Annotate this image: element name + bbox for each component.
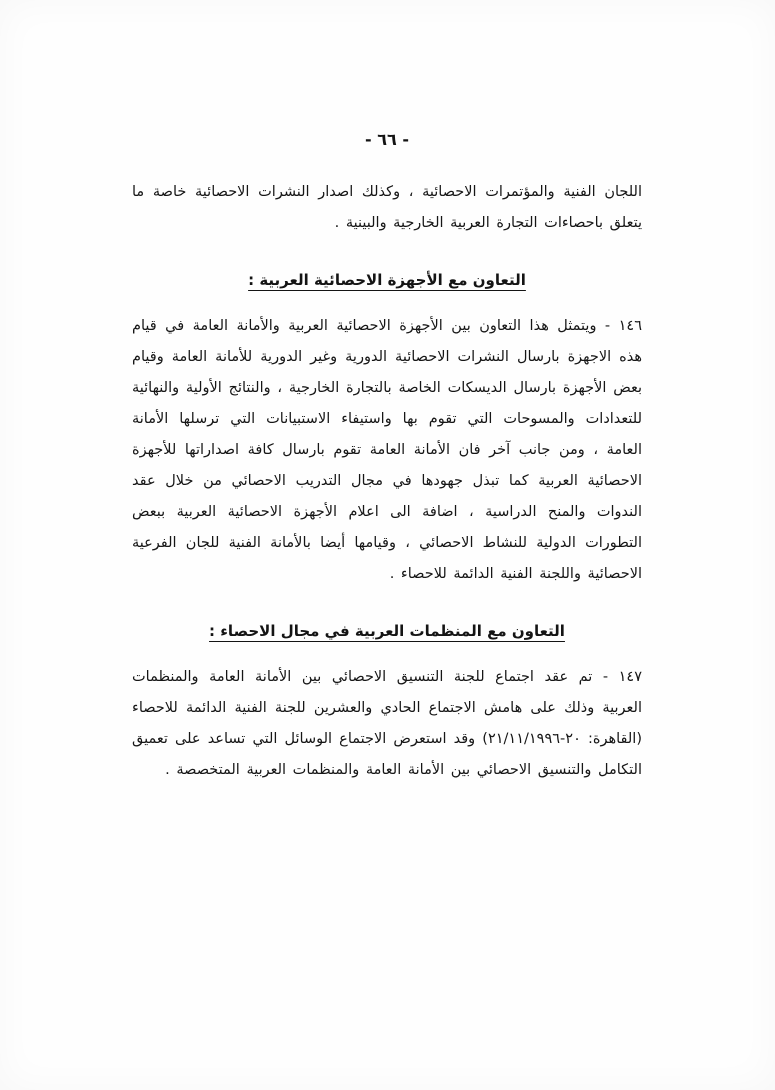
heading-cooperation-arab-organizations	[132, 622, 642, 640]
paragraph-146: ١٤٦ - ويتمثل هذا التعاون بين الأجهزة الاحصائية العربية والأمانة العامة في قيام هذه الاجهزة بارسال النشرات الاحصائية الدورية وغير الدورية للأمانة العامة وقيام بعض الأجهزة بارسال الديسكات الخاصة بالتجارة الخارجية ، والنتائج الأولية والنهائية للتعدادات والمسوحات التي تقوم بها واستيفاء الاستبيانات التي ترسلها الأمانة العامة ، ومن جانب آخر فان الأمانة العامة تقوم بارسال كافة اصداراتها للأجهزة الاحصائية العربية كما تبذل جهودها في مجال التدريب الاحصائي من خلال عقد الندوات والمنح الدراسية ، اضافة الى اعلام الأجهزة الاحصائية العربية ببعض التطورات الدولية للنشاط الاحصائي ، وقيامها أيضا بالأمانة الفنية للجان الفرعية الاحصائية واللجنة الفنية الدائمة للاحصاء .	[132, 318, 642, 582]
page-number: - ٦٦ -	[365, 130, 409, 149]
heading-cooperation-statistical-agencies-text: التعاون مع الأجهزة الاحصائية العربية :	[248, 271, 526, 289]
heading-cooperation-statistical-agencies	[132, 271, 642, 289]
paragraph-147: ١٤٧ - تم عقد اجتماع للجنة التنسيق الاحصائي بين الأمانة العامة والمنظمات العربية وذلك على هامش الاجتماع الحادي والعشرين للجنة الفنية الدائمة للاحصاء (القاهرة: ٢٠-٢١/١١/١٩٩٦) وقد استعرض الاجتماع الوسائل التي تساعد على تعميق التكامل والتنسيق الاحصائي بين الأمانة العامة والمنظمات العربية المتخصصة .	[132, 669, 642, 778]
heading-cooperation-arab-organizations-text: التعاون مع المنظمات العربية في مجال الاحصاء :	[209, 622, 565, 640]
intro-paragraph: اللجان الفنية والمؤتمرات الاحصائية ، وكذلك اصدار النشرات الاحصائية خاصة ما يتعلق باحصاءات التجارة العربية الخارجية والبينية .	[132, 184, 642, 231]
page-content	[132, 130, 642, 786]
